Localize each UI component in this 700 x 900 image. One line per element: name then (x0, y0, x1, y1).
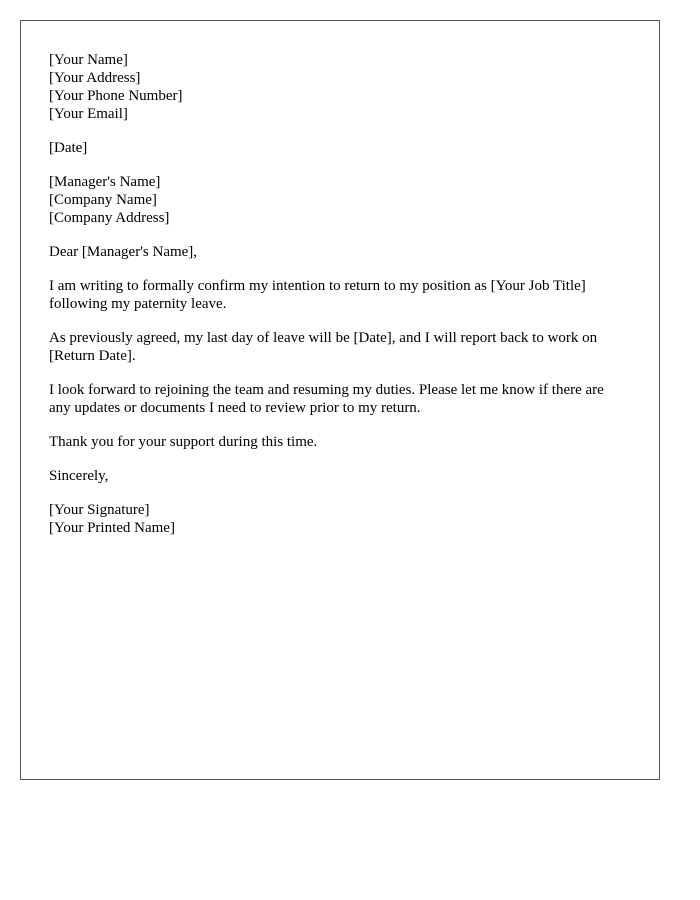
signature-line: [Your Signature] (49, 502, 150, 518)
body-paragraph-1: I am writing to formally confirm my intention to return to my position as [Your Job Title] following my paternity leave. (49, 278, 586, 312)
recipient-block (49, 173, 631, 227)
sender-address: [Your Address] (49, 70, 141, 86)
body-paragraph-2: As previously agreed, my last day of leave will be [Date], and I will report back to work on [Return Date]. (49, 330, 598, 364)
body-paragraph-3: I look forward to rejoining the team and resuming my duties. Please let me know if there are any updates or documents I need to review prior to my return. (49, 382, 604, 416)
recipient-manager-name: [Manager's Name] (49, 174, 161, 190)
signature-block (49, 501, 631, 537)
sender-name: [Your Name] (49, 52, 128, 68)
salutation-block (49, 243, 631, 261)
printed-name: [Your Printed Name] (49, 520, 175, 536)
letter-page (20, 20, 660, 780)
recipient-company-address: [Company Address] (49, 210, 170, 226)
letter-date: [Date] (49, 140, 88, 156)
closing: Sincerely, (49, 468, 109, 484)
closing-block (49, 467, 631, 485)
date-block (49, 139, 631, 157)
recipient-company-name: [Company Name] (49, 192, 157, 208)
sender-email: [Your Email] (49, 106, 128, 122)
sender-phone: [Your Phone Number] (49, 88, 183, 104)
sender-block (49, 51, 631, 123)
body-paragraph-4: Thank you for your support during this time. (49, 434, 318, 450)
salutation: Dear [Manager's Name], (49, 244, 198, 260)
